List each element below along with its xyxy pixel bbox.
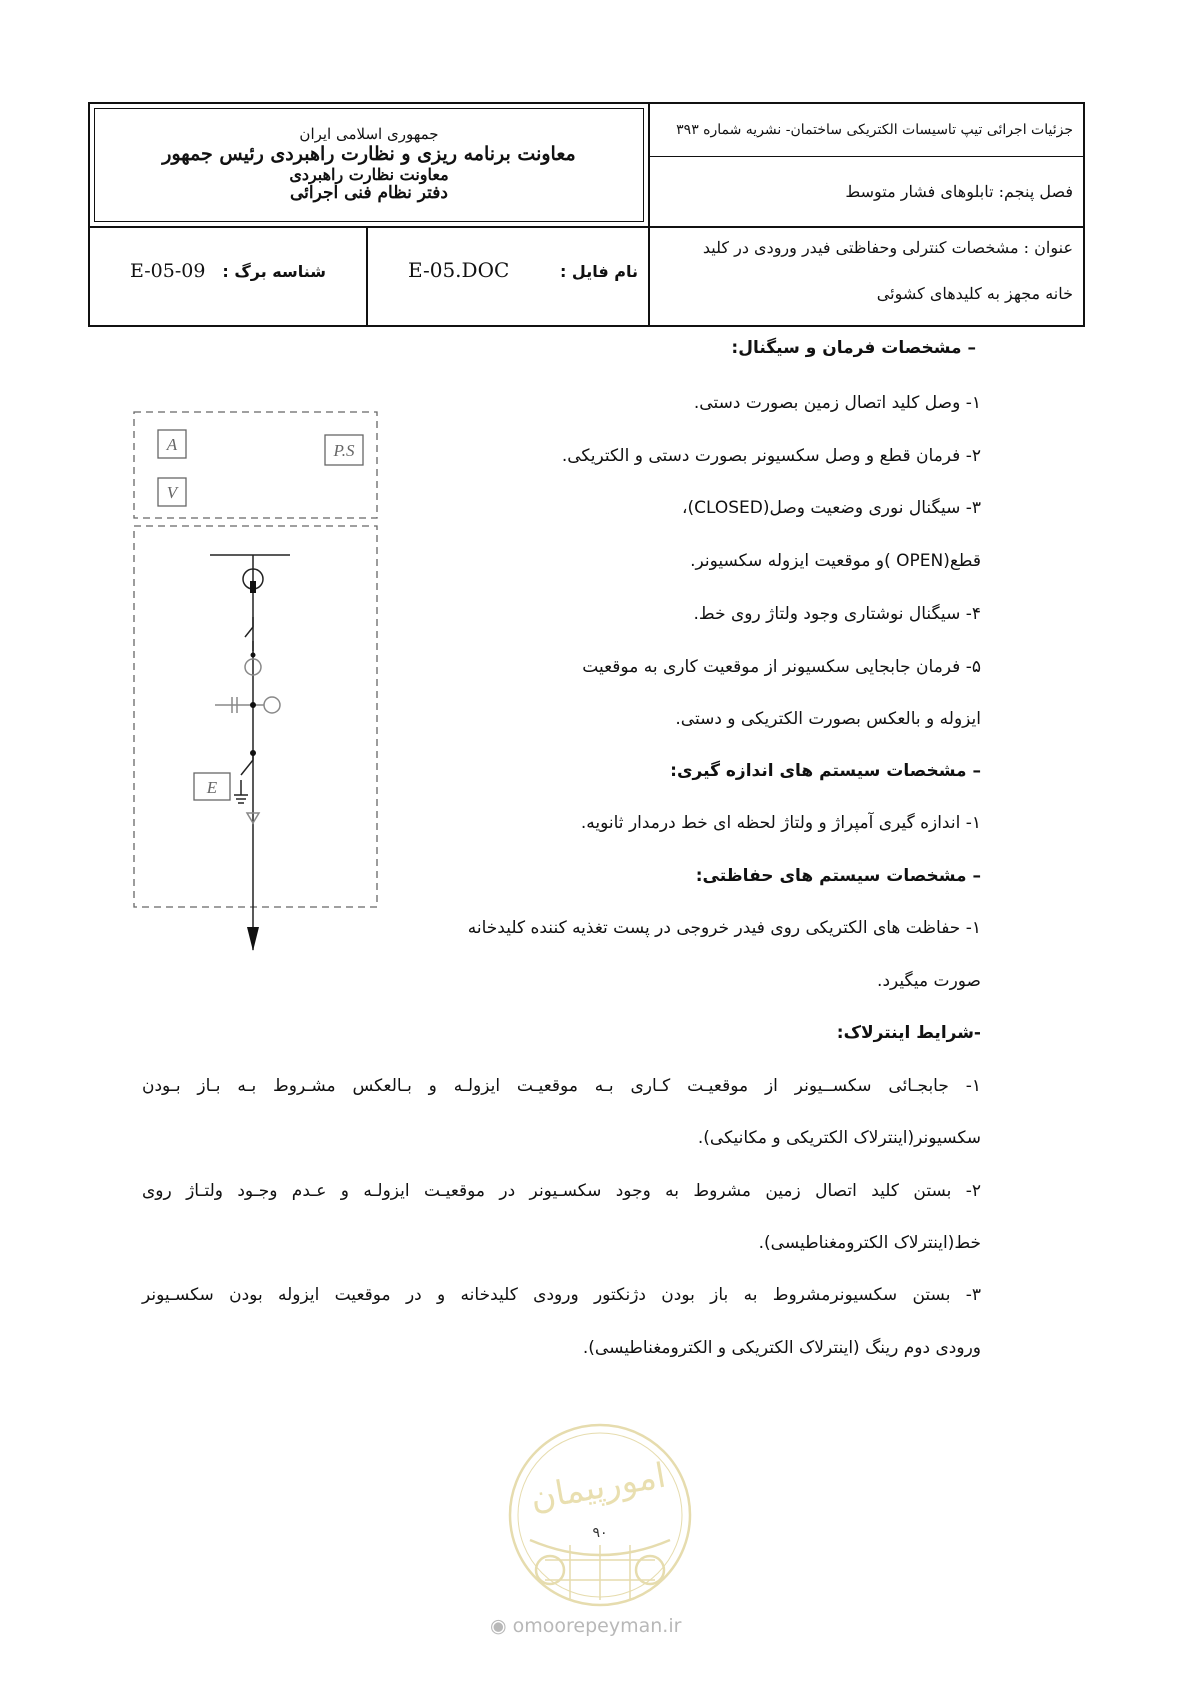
control-item-2: ۲- فرمان قطع و وصل سکسیونر بصورت دستی و الکتریکی. — [561, 446, 981, 466]
earth-switch-label: E — [206, 778, 218, 797]
org-line-2: معاونت برنامه ریزی و نظارت راهبردی رئیس جمهور — [162, 142, 576, 165]
organization-cell — [90, 104, 650, 228]
section-title-protection: – مشخصات سیستم های حفاظتی: — [695, 866, 981, 886]
disconnector-block — [250, 581, 256, 593]
logo-text: امورپیمان — [527, 1455, 669, 1519]
title-line-1: عنوان : مشخصات کنترلی وحفاظتی فیدر ورودی در کلید — [702, 238, 1073, 257]
control-item-1: ۱- وصل کلید اتصال زمین بصورت دستی. — [693, 393, 981, 413]
interlock-item-3: ۳- بستن سکسیونرمشروط به باز بودن دژنکتور ورودی کلیدخانه و در موقعیت ایزوله بودن سکسـیونر — [142, 1285, 981, 1305]
interlock-item-2: ۲- بستن کلید اتصال زمین مشروط به وجود سکسـیونر در موقعیـت ایزولـه و عـدم وجـود ولتـاژ روی — [142, 1181, 981, 1201]
website-text: omoorepeyman.ir — [512, 1615, 682, 1637]
ammeter-label: A — [166, 435, 178, 454]
protection-item-1-cont: صورت میگیرد. — [877, 971, 981, 991]
org-line-3: معاونت نظارت راهبردی — [289, 164, 449, 184]
junction-dot — [251, 653, 256, 658]
earth-switch-icon — [241, 753, 253, 775]
watermark-logo — [490, 1420, 710, 1610]
interlock-item-2-cont: خط(اینترلاک الکترومغناطیسی). — [758, 1233, 981, 1253]
protection-item-1: ۱- حفاظت های الکتریکی روی فیدر خروجی در پست تغذیه کننده کلیدخانه — [467, 918, 981, 938]
power-supply-label: P.S — [333, 441, 355, 460]
feeder-arrow-icon — [247, 927, 259, 951]
globe-icon: ◉ — [490, 1615, 507, 1637]
page-number: ۹۰ — [592, 1525, 608, 1541]
chapter-text: فصل پنجم: تابلوهای فشار متوسط — [845, 182, 1073, 201]
single-line-diagram — [120, 405, 390, 975]
junction-dot — [250, 702, 256, 708]
file-name-value: E-05.DOC — [408, 258, 510, 282]
junction-dot — [250, 750, 256, 756]
control-item-3-cont: قطع(OPEN )و موقعیت ایزوله سکسیونر. — [690, 551, 981, 571]
disconnector-switch-icon — [245, 617, 253, 651]
interlock-item-1-cont: سکسیونر(اینترلاک الکتریکی و مکانیکی). — [697, 1128, 981, 1148]
control-item-5-cont: ایزوله و بالعکس بصورت الکتریکی و دستی. — [675, 709, 981, 729]
sheet-id-value: E-05-09 — [130, 260, 206, 282]
publication-cell — [650, 104, 1083, 157]
website-watermark — [490, 1615, 681, 1637]
sheet-id-label: شناسه برگ : — [222, 262, 326, 281]
org-line-1: جمهوری اسلامی ایران — [299, 125, 439, 144]
title-line-2: خانه مجهز به کلیدهای کشوئی — [876, 284, 1073, 303]
control-item-4: ۴- سیگنال نوشتاری وجود ولتاژ روی خط. — [693, 604, 981, 624]
header-table — [88, 102, 1085, 327]
file-name-label: نام فایل : — [559, 262, 638, 281]
voltage-indicator-icon — [264, 697, 280, 713]
file-name-cell — [368, 228, 650, 325]
control-item-3: ۳- سیگنال نوری وضعیت وصل(CLOSED)، — [681, 498, 981, 518]
title-cell — [650, 228, 1083, 325]
sheet-id-cell — [90, 228, 368, 325]
voltmeter-label: V — [166, 483, 178, 502]
control-item-5: ۵- فرمان جابجایی سکسیونر از موقعیت کاری به موقعیت — [582, 657, 981, 677]
org-line-4: دفتر نظام فنی اجرائی — [289, 182, 448, 203]
section-title-interlock: -شرایط اینترلاک: — [836, 1023, 981, 1043]
publication-text: جزئیات اجرائی تیپ تاسیسات الکتریکی ساختمان- نشریه شماره ۳۹۳ — [676, 122, 1073, 138]
chapter-cell — [650, 157, 1083, 228]
interlock-item-1: ۱- جابجـائی سکســیونر از موقعیـت کـاری بـه موقعیـت ایزولـه و بـالعکس مشـروط بـه بـاز بـودن — [142, 1076, 981, 1096]
measurement-item-1: ۱- اندازه گیری آمپراژ و ولتاژ لحظه ای خط درمدار ثانویه. — [580, 813, 981, 833]
section-title-measurement: – مشخصات سیستم های اندازه گیری: — [670, 761, 981, 781]
organization-box — [94, 108, 644, 222]
interlock-item-3-cont: ورودی دوم رینگ (اینترلاک الکتریکی و الکترومغناطیسی). — [582, 1338, 981, 1358]
section-title-control: – مشخصات فرمان و سیگنال: — [731, 338, 976, 358]
